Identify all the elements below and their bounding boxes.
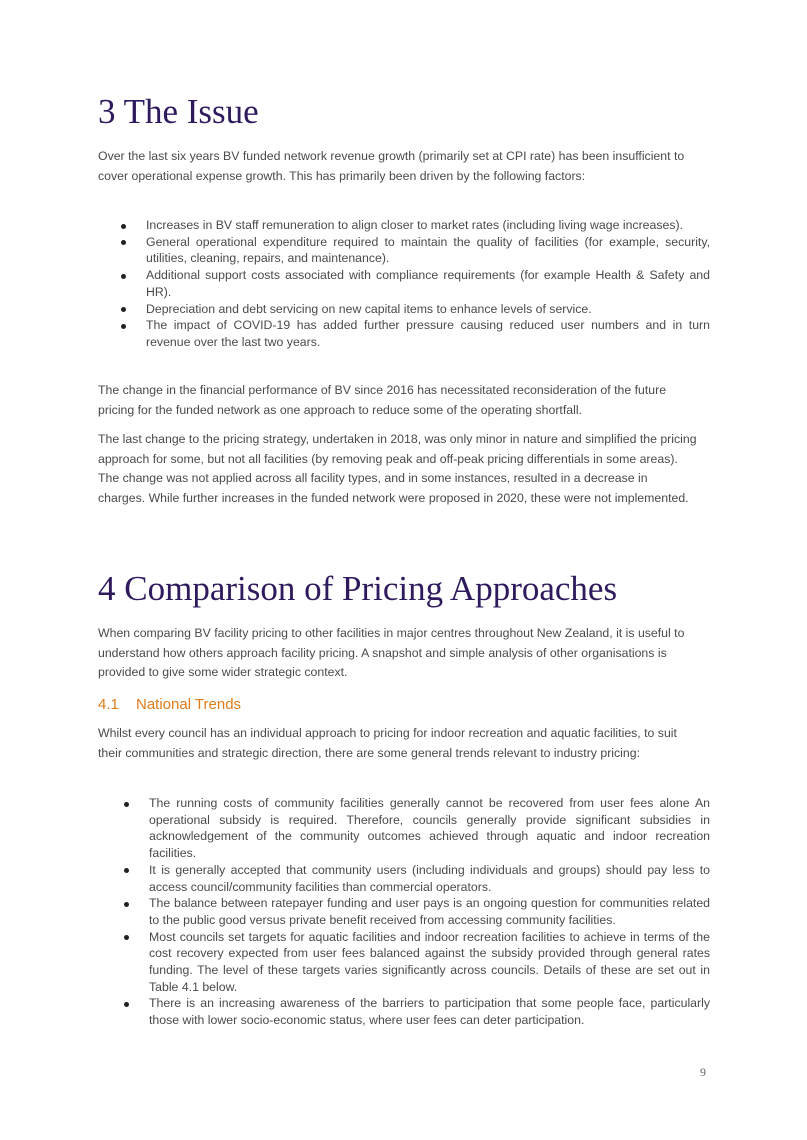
list-item: It is generally accepted that community users (including individuals and groups) should pay less to access council/community facilities than commercial operators. (98, 862, 710, 895)
subsection-title: National Trends (136, 696, 242, 713)
subsection-4-1-intro: Whilst every council has an individual approach to pricing for indoor recreation and aquatic facilities, to suit their communities and strategic direction, there are some general trends relevant to industry pricing: (98, 726, 677, 760)
list-item: Depreciation and debt servicing on new capital items to enhance levels of service. (98, 301, 710, 318)
list-item: The balance between ratepayer funding and user pays is an ongoing question for communities related to the public good versus private benefit received from accessing community facilities. (98, 895, 710, 928)
section-3-paragraph-2: The change in the financial performance of BV since 2016 has necessitated reconsideration of the future pricing for the funded network as one approach to reduce some of the operating shortfall. (98, 383, 667, 417)
list-item: General operational expenditure required to maintain the quality of facilities (for example, security, utilities, cleaning, repairs, and maintenance). (98, 234, 710, 267)
list-item: The impact of COVID-19 has added further pressure causing reduced user numbers and in turn revenue over the last two years. (98, 317, 710, 350)
subsection-number: 4.1 (98, 696, 119, 713)
section-3-intro: Over the last six years BV funded network revenue growth (primarily set at CPI rate) has been insufficient to cover operational expense growth. This has primarily been driven by the following factors: (98, 149, 685, 183)
section-3-heading: 3 The Issue (98, 92, 259, 131)
section-3-bullet-list (98, 217, 710, 351)
list-item: Most councils set targets for aquatic facilities and indoor recreation facilities to achieve in terms of the cost recovery expected from user fees balanced against the subsidy provided through general rates funding. The level of these targets varies significantly across councils. Details of these are set out in Table 4.1 below. (98, 929, 710, 996)
section-3-paragraph-3: The last change to the pricing strategy, undertaken in 2018, was only minor in nature and simplified the pricing approach for some, but not all facilities (by removing peak and off-peak pricing differentials in some areas). The change was not applied across all facility types, and in some instances, resulted in a decrease in charges. While further increases in the funded network were proposed in 2020, these were not implemented. (98, 432, 697, 505)
section-4-intro: When comparing BV facility pricing to other facilities in major centres throughout New Zealand, it is useful to understand how others approach facility pricing. A snapshot and simple analysis of other organisations is provided to give some wider strategic context. (98, 626, 685, 679)
list-item: The running costs of community facilities generally cannot be recovered from user fees alone An operational subsidy is required. Therefore, councils generally provide significant subsidies in acknowledgement of the community outcomes achieved through aquatic and indoor recreation facilities. (98, 795, 710, 862)
list-item: Additional support costs associated with compliance requirements (for example Health & Safety and HR). (98, 267, 710, 300)
list-item: Increases in BV staff remuneration to align closer to market rates (including living wage increases). (98, 217, 710, 234)
section-4-heading: 4 Comparison of Pricing Approaches (98, 569, 618, 608)
page-number: 9 (700, 1065, 706, 1079)
subsection-4-1-heading (98, 696, 241, 713)
section-4-bullet-list (98, 795, 710, 1029)
list-item: There is an increasing awareness of the barriers to participation that some people face, particularly those with lower socio-economic status, where user fees can deter participation. (98, 995, 710, 1028)
